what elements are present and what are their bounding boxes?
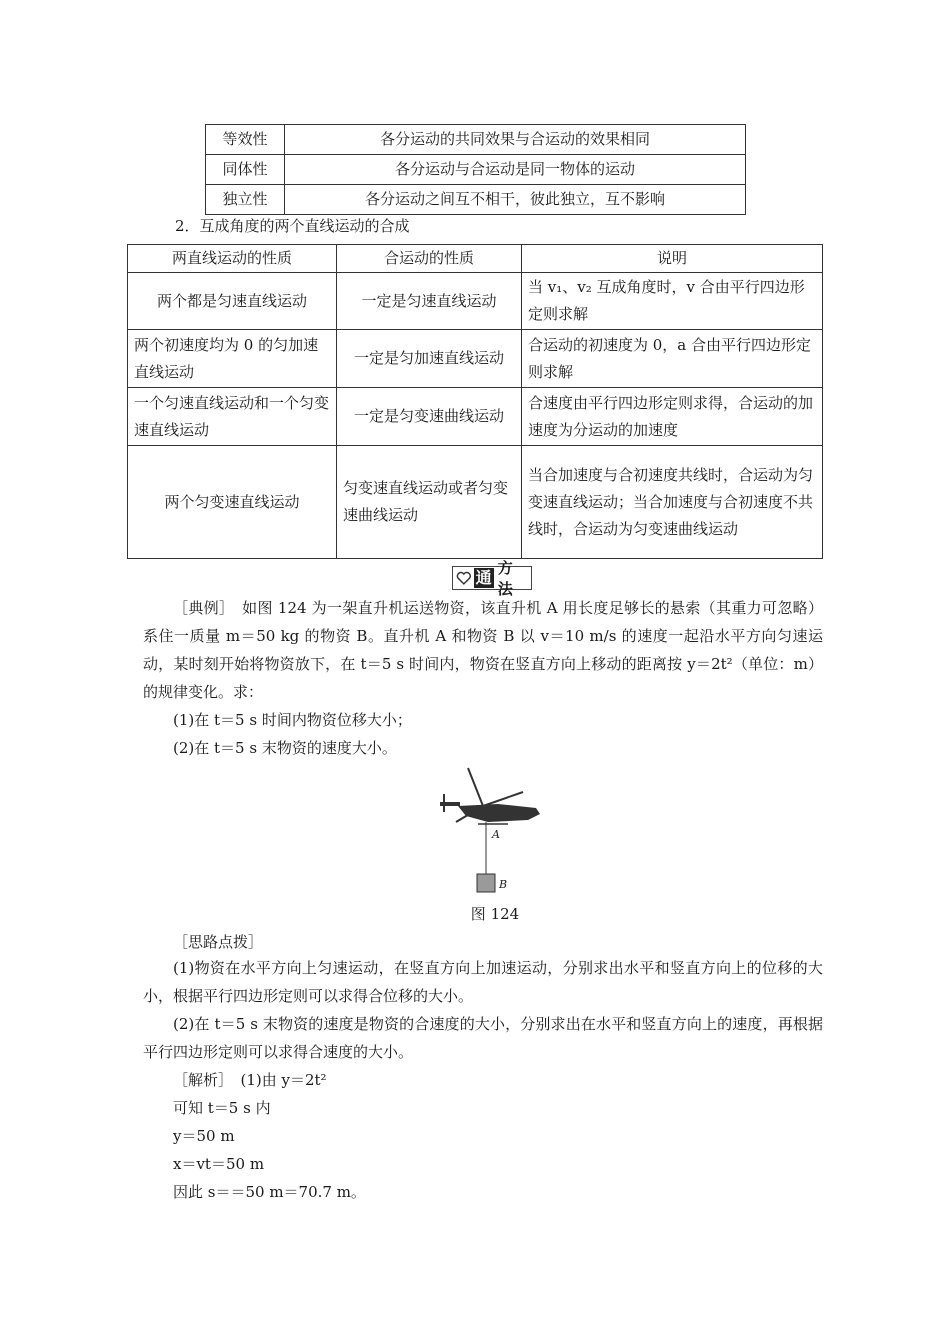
cargo-box — [477, 874, 495, 892]
table-row — [206, 185, 746, 215]
label-b: B — [499, 878, 508, 891]
table-cell: 合运动的初速度为 0，a 合由平行四边形定则求解 — [522, 330, 823, 388]
hint-paragraph-1: (1)物资在水平方向上匀速运动，在竖直方向上加速运动，分别求出水平和竖直方向上的位移的大小，根据平行四边形定则可以求得合位移的大小。 — [143, 959, 823, 1005]
example-text: ［典例］ 如图 124 为一架直升机运送物资，该直升机 A 用长度足够长的悬索（其重力可忽略）系住一质量 m＝50 kg 的物资 B。直升机 A 和物资 B 以 v＝10 m/s 的速度一起沿水平方向匀速运动，某时刻开始将物资放下，在 t＝5 s 时间内，物资在竖直方向上移动的距离按 y＝2t²（单位：m）的规律变化。求： — [143, 599, 823, 701]
label-a: A — [492, 828, 500, 841]
table-cell: 合速度由平行四边形定则求得，合运动的加速度为分运动的加速度 — [522, 388, 823, 446]
synthesis-table — [127, 244, 823, 559]
badge-text: 方法 — [497, 559, 515, 598]
table-row — [128, 388, 823, 446]
table-cell: 两个初速度均为 0 的匀加速直线运动 — [128, 330, 337, 388]
table-row — [128, 273, 823, 330]
column-header: 合运动的性质 — [337, 245, 522, 273]
table-cell: 一个匀速直线运动和一个匀变速直线运动 — [128, 388, 337, 446]
property-name: 独立性 — [206, 185, 285, 215]
table-cell: 匀变速直线运动或者匀变速曲线运动 — [337, 446, 522, 559]
badge-first-char: 通 — [475, 568, 492, 587]
column-header: 两直线运动的性质 — [128, 245, 337, 273]
table-cell: 一定是匀加速直线运动 — [337, 330, 522, 388]
table-row — [206, 125, 746, 155]
helicopter-figure — [438, 764, 548, 898]
heart-icon — [456, 570, 472, 586]
table-cell: 当合加速度与合初速度共线时，合运动为匀变速直线运动；当合加速度与合初速度不共线时，合运动为匀变速曲线运动 — [522, 446, 823, 559]
property-name: 同体性 — [206, 155, 285, 185]
table-row — [128, 446, 823, 559]
table-cell: 一定是匀变速曲线运动 — [337, 388, 522, 446]
hint-title: ［思路点拨］ — [173, 933, 264, 951]
table-row — [128, 330, 823, 388]
table-cell: 一定是匀速直线运动 — [337, 273, 522, 330]
question-2: (2)在 t＝5 s 末物资的速度大小。 — [173, 739, 397, 757]
hint-paragraph-2: (2)在 t＝5 s 末物资的速度是物资的合速度的大小，分别求出在水平和竖直方向上的速度，再根据平行四边形定则可以求得合速度的大小。 — [143, 1015, 823, 1061]
helicopter-icon — [440, 768, 540, 824]
solution-line: 因此 s＝＝50 m＝70.7 m。 — [173, 1183, 366, 1201]
table-row — [206, 155, 746, 185]
section-title: 2．互成角度的两个直线运动的合成 — [175, 217, 410, 235]
property-desc: 各分运动与合运动是同一物体的运动 — [285, 155, 746, 185]
table-header-row — [128, 245, 823, 273]
properties-table — [205, 124, 746, 215]
property-desc: 各分运动之间互不相干，彼此独立，互不影响 — [285, 185, 746, 215]
table-cell: 两个匀变速直线运动 — [128, 446, 337, 559]
question-1: (1)在 t＝5 s 时间内物资位移大小； — [173, 711, 412, 729]
property-desc: 各分运动的共同效果与合运动的效果相同 — [285, 125, 746, 155]
method-badge — [452, 559, 532, 598]
table-cell: 当 v₁、v₂ 互成角度时，v 合由平行四边形定则求解 — [522, 273, 823, 330]
solution-line: ［解析］ (1)由 y＝2t² — [173, 1071, 327, 1089]
property-name: 等效性 — [206, 125, 285, 155]
solution-line: y＝50 m — [173, 1127, 235, 1145]
figure-caption: 图 124 — [470, 905, 520, 923]
table-cell: 两个都是匀速直线运动 — [128, 273, 337, 330]
column-header: 说明 — [522, 245, 823, 273]
solution-line: x＝vt＝50 m — [173, 1155, 265, 1173]
solution-line: 可知 t＝5 s 内 — [173, 1099, 271, 1117]
